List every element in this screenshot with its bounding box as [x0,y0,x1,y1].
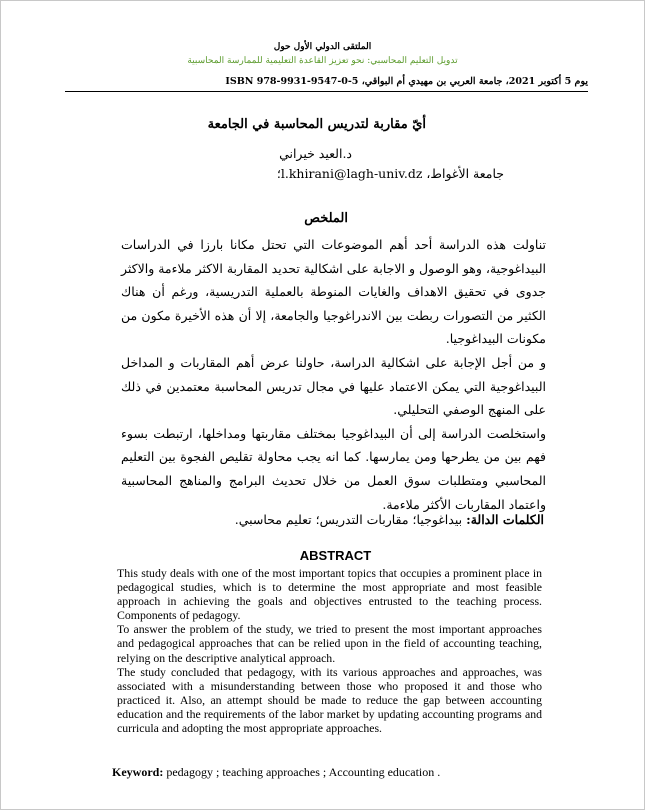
keywords-list-ar: بيداغوجيا؛ مقاربات التدريس؛ تعليم محاسبي. [234,512,467,527]
abstract-paragraph-ar: و من أجل الإجابة على اشكالية الدراسة، حاولنا عرض أهم المقاربات و المداخل البيداغوجية التي يمكن الاعتماد عليها في مجال تدريس المحاسبة معتمدين في ذلك على المنهج الوصفي التحليلي. [121,354,546,418]
abstract-paragraph-en: This study deals with one of the most important topics that occupies a prominent place in pedagogical studies, which is to determine the most appropriate and most feasible approach in achieving the goals and objectives entrusted to the teaching process. Components of pedagogy. [117,566,542,623]
abstract-paragraph-en: The study concluded that pedagogy, with its various approaches and approaches, was associated with a misunderstanding between those who proposed it and those who practiced it. Also, an attempt should be made to reduce the gap between accounting education and the requirements of the labor market by updating accounting programs and curricula and adopting the most appropriate approaches. [117,664,542,736]
conference-theme: تدويل التعليم المحاسبي: نحو تعزيز القاعدة التعليمية للممارسة المحاسبية [187,56,458,66]
keywords-en [112,765,440,780]
abstract-body-ar [121,233,546,516]
abstract-body-en [117,566,542,735]
keywords-label-ar: الكلمات الدالة: [466,512,544,527]
abstract-heading-ar: الملخص [304,211,348,226]
abstract-heading-en: ABSTRACT [299,548,372,563]
keywords-label-en: Keyword: [112,765,164,779]
conference-date-isbn: يوم 5 أكتوبر 2021، جامعة العربي بن مهيدي أم البواقي، ISBN 978-9931-9547-0-5 [225,76,588,87]
keywords-ar [235,512,544,527]
author-name-ar: د.العيد خيراني [279,146,352,161]
author-affiliation-ar: جامعة الأغواط، l.khirani@lagh-univ.dz؛ [276,166,504,181]
conference-header [1,41,644,69]
keywords-list-en: pedagogy ; teaching approaches ; Accounting education . [163,765,441,779]
header-rule [65,91,588,92]
abstract-paragraph-ar: واستخلصت الدراسة إلى أن البيداغوجيا بمختلف مقاربتها ومداخلها، ارتبطت بسوء فهم بين من يطرحها ومن يمارسها. كما انه يجب محاولة تقليص الفجوة بين التعليم المحاسبي ومتطلبات سوق العمل من خلال تحديث البرامج والمناهج المحاسبية واعتماد المقاربات الأكثر ملاءمة. [121,425,546,512]
paper-title-ar: أيّ مقاربة لتدريس المحاسبة في الجامعة [207,117,426,132]
conference-name: الملتقى الدولي الأول حول [273,42,372,52]
abstract-paragraph-ar: تناولت هذه الدراسة أحد أهم الموضوعات التي تحتل مكانا بارزا في الدراسات البيداغوجية، وهو الوصول و الاجابة على اشكالية تحديد المقاربة الاكثر ملاءمة والاكثر جدوى في تحقيق الاهداف والغايات المنوطة بالعملية التدريسية، ورغم أن هناك الكثير من التصورات ربطت بين الاندراغوجيا والجامعة، إلا أن هذه الأخيرة مكون من مكونات البيداغوجيا. [121,237,546,347]
abstract-paragraph-en: To answer the problem of the study, we tried to present the most important approaches and pedagogical approaches that can be relied upon in the field of accounting teaching, relying on the descriptive analytical approach. [117,622,542,665]
